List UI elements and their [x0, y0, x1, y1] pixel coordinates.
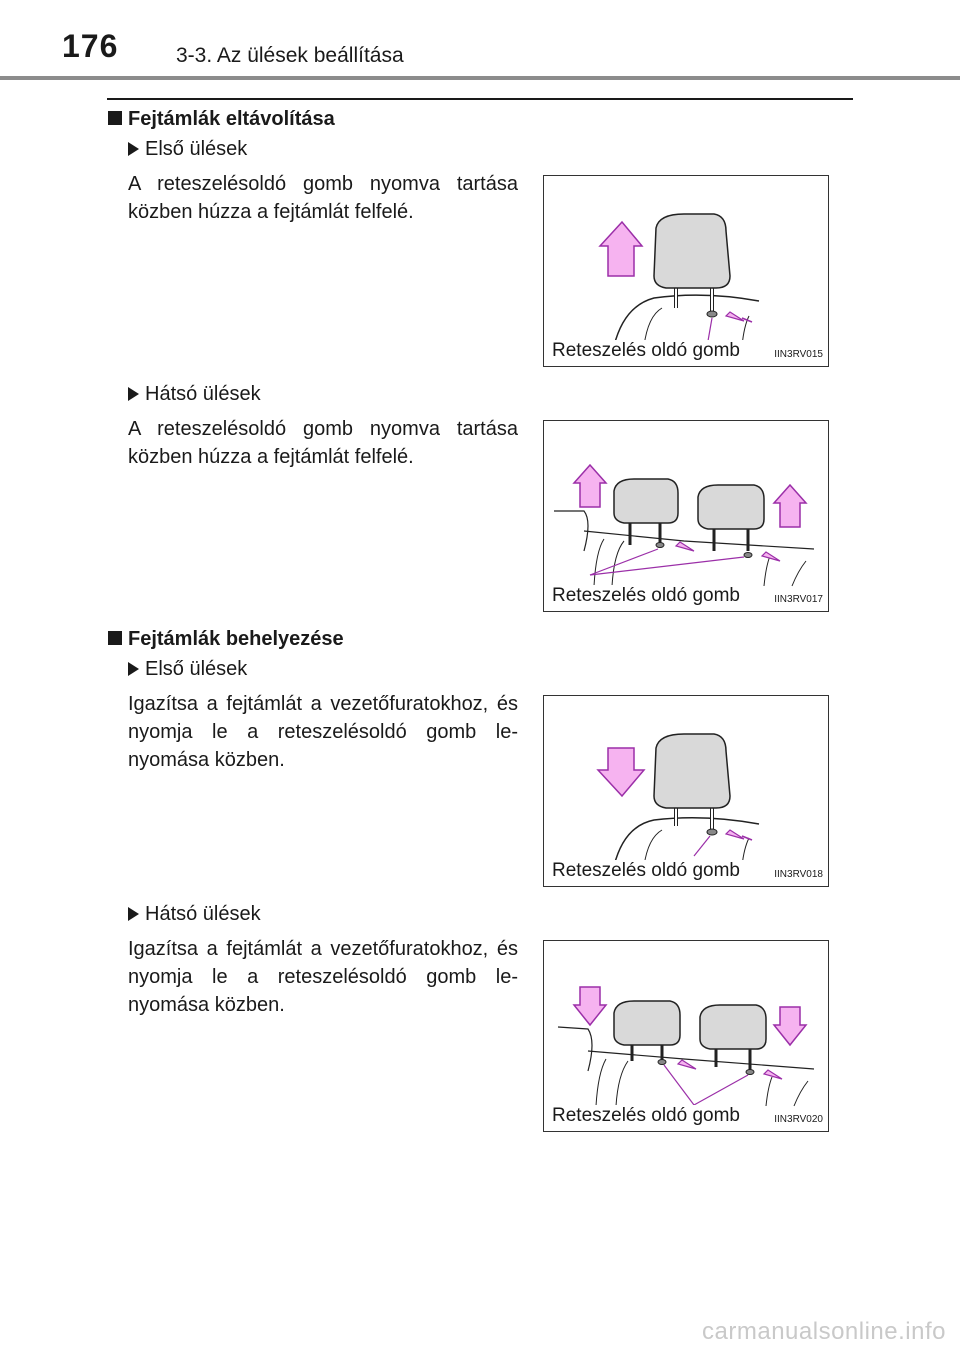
header-rule	[0, 76, 960, 80]
figure-removal-front	[543, 175, 829, 367]
figure-removal-rear	[543, 420, 829, 612]
section-rule	[107, 98, 853, 100]
figure-code: IIN3RV017	[774, 594, 823, 605]
rear-seat-headrest-up-illustration	[544, 421, 828, 611]
figure-installation-rear	[543, 940, 829, 1132]
square-bullet-icon	[108, 111, 122, 125]
page-number: 176	[62, 28, 119, 64]
installation-front-subheading	[128, 658, 247, 681]
figure-code: IIN3RV015	[774, 349, 823, 360]
removal-heading	[108, 108, 335, 131]
front-seat-headrest-down-illustration	[544, 696, 828, 886]
installation-front-label: Első ülések	[145, 658, 248, 680]
figure-caption: Reteszelés oldó gomb	[552, 340, 744, 362]
installation-rear-subheading	[128, 903, 261, 926]
chapter-title: 3-3. Az ülések beállítása	[176, 44, 404, 67]
removal-rear-text: A reteszelésoldó gomb nyomva tartása közben húzza a fejtámlát felfelé.	[128, 418, 518, 468]
triangle-bullet-icon	[128, 907, 139, 921]
watermark: carmanualsonline.info	[702, 1318, 946, 1345]
triangle-bullet-icon	[128, 662, 139, 676]
installation-rear-text: Igazítsa a fejtámlát a vezetőfuratokhoz, és nyomja le a reteszelésoldó gomb le-nyomása közben.	[128, 938, 518, 1016]
installation-heading-text: Fejtámlák behelyezése	[128, 628, 344, 650]
triangle-bullet-icon	[128, 387, 139, 401]
figure-code: IIN3RV018	[774, 869, 823, 880]
installation-heading	[108, 628, 344, 651]
removal-rear-subheading	[128, 383, 261, 406]
removal-front-text: A reteszelésoldó gomb nyomva tartása közben húzza a fejtámlát felfelé.	[128, 173, 518, 223]
installation-front-text: Igazítsa a fejtámlát a vezetőfuratokhoz, és nyomja le a reteszelésoldó gomb le-nyomása közben.	[128, 693, 518, 771]
square-bullet-icon	[108, 631, 122, 645]
removal-rear-label: Hátsó ülések	[145, 383, 261, 405]
front-seat-headrest-up-illustration	[544, 176, 828, 366]
installation-rear-label: Hátsó ülések	[145, 903, 261, 925]
figure-caption: Reteszelés oldó gomb	[552, 1105, 744, 1127]
figure-code: IIN3RV020	[774, 1114, 823, 1125]
figure-installation-front	[543, 695, 829, 887]
rear-seat-headrest-down-illustration	[544, 941, 828, 1131]
removal-front-label: Első ülések	[145, 138, 248, 160]
figure-caption: Reteszelés oldó gomb	[552, 860, 744, 882]
figure-caption: Reteszelés oldó gomb	[552, 585, 744, 607]
removal-heading-text: Fejtámlák eltávolítása	[128, 108, 335, 130]
removal-front-subheading	[128, 138, 247, 161]
triangle-bullet-icon	[128, 142, 139, 156]
